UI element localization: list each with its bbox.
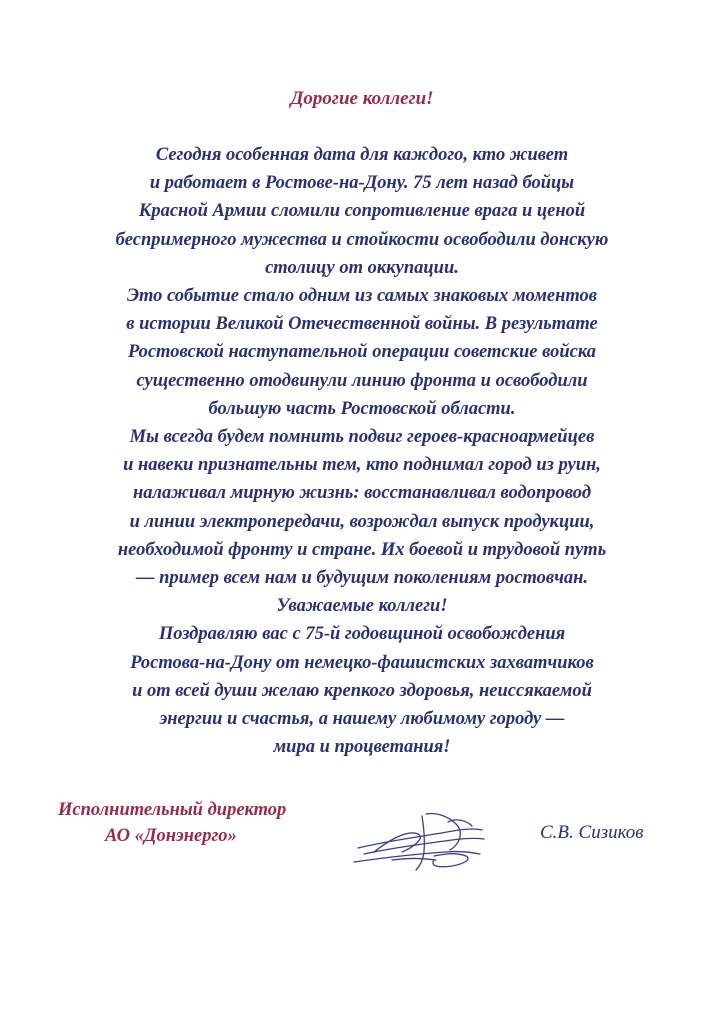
body-line: Сегодня особенная дата для каждого, кто живет: [155, 145, 569, 165]
salutation: Дорогие коллеги!: [290, 88, 434, 109]
body-line: и от всей души желаю крепкого здоровья, неиссякаемой: [132, 680, 592, 701]
body-line: Красной Армии сломили сопротивление врага и ценой: [138, 201, 586, 222]
handwritten-signature: [352, 808, 492, 874]
body-line: Ростова-на-Дону от немецко-фашистских захватчиков: [130, 652, 594, 673]
signatory-name: С.В. Сизиков: [540, 822, 644, 843]
signatory-position: [38, 797, 358, 849]
body-line: Уважаемые коллеги!: [276, 596, 448, 617]
body-line: большую часть Ростовской области.: [208, 398, 516, 419]
body-line: мира и процветания!: [273, 737, 451, 758]
body-line: и линии электропередачи, возрождал выпуск продукции,: [129, 511, 595, 532]
body-line: беспримерного мужества и стойкости освободили донскую: [115, 229, 609, 250]
body-line: необходимой фронту и стране. Их боевой и трудовой путь: [117, 539, 607, 560]
body-line: Поздравляю вас с 75-й годовщиной освобождения: [158, 624, 566, 645]
body-line: — пример всем нам и будущим поколениям ростовчан.: [135, 568, 589, 589]
signatory-company-line: АО «Донэнерго»: [105, 826, 237, 846]
body-line: Это событие стало одним из самых знаковых моментов: [126, 286, 598, 307]
body-line: Мы всегда будем помнить подвиг героев-красноармейцев: [129, 427, 595, 448]
signatory-position-line: Исполнительный директор: [58, 800, 287, 820]
body-line: и навеки признательны тем, кто поднимал город из руин,: [123, 455, 601, 476]
body-line: Ростовской наступательной операции советские войска: [127, 342, 597, 363]
body-line: налаживал мирную жизнь: восстанавливал водопровод: [133, 483, 591, 504]
body-line: и работает в Ростове-на-Дону. 75 лет назад бойцы: [149, 173, 575, 194]
body-line: в истории Великой Отечественной войны. В результате: [126, 314, 598, 335]
letter-body: [40, 141, 684, 761]
body-line: существенно отодвинули линию фронта и освободили: [136, 370, 588, 391]
body-line: энергии и счастья, а нашему любимому городу —: [159, 709, 565, 730]
body-line: столицу от оккупации.: [265, 257, 459, 278]
